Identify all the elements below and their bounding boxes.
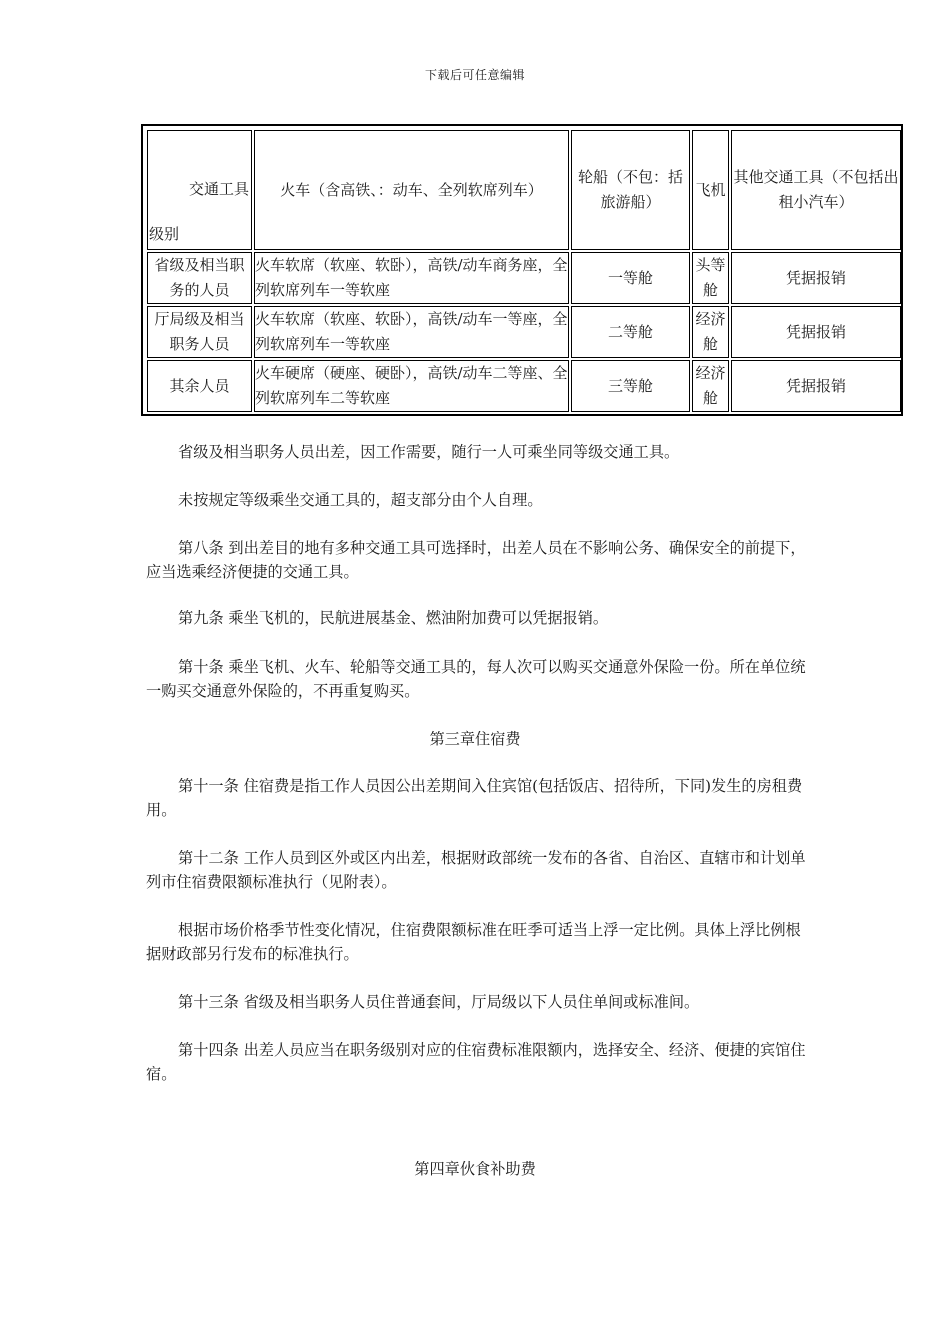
page-header: 下载后可任意编辑 <box>424 68 525 82</box>
header-other: 其他交通工具（不包括出租小汽车） <box>731 130 901 250</box>
paragraph <box>146 440 810 464</box>
paragraph-text: 第十条 乘坐飞机、火车、轮船等交通工具的，每人次可以购买交通意外保险一份。所在单位统一购买交通意外保险的，不再重复购买。 <box>146 658 806 700</box>
paragraph-text: 第十四条 出差人员应当在职务级别对应的住宿费标准限额内，选择安全、经济、便捷的宾馆住宿。 <box>146 1041 806 1083</box>
article-9 <box>146 606 810 630</box>
paragraph <box>146 488 810 512</box>
paragraph-text: 第九条 乘坐飞机的，民航进展基金、燃油附加费可以凭据报销。 <box>178 609 609 627</box>
article-12 <box>146 846 810 894</box>
article-11 <box>146 774 810 822</box>
header-train: 火车（含高铁、：动车、全列软席列车） <box>254 130 569 250</box>
paragraph-text: 根据市场价格季节性变化情况，住宿费限额标准在旺季可适当上浮一定比例。具体上浮比例根据财政部另行发布的标准执行。 <box>146 921 801 963</box>
chapter-heading: 第三章住宿费 <box>429 730 521 748</box>
paragraph-text: 第十三条 省级及相当职务人员住普通套间，厅局级以下人员住单间或标准间。 <box>178 993 700 1011</box>
header-plane: 飞机 <box>692 130 729 250</box>
paragraph <box>146 918 810 966</box>
cell-level: 厅局级及相当职务人员 <box>147 306 252 358</box>
transport-standards-table <box>141 124 903 416</box>
cell-other: 凭据报销 <box>731 360 901 412</box>
table-header-row <box>147 130 901 250</box>
cell-ship: 二等舱 <box>571 306 690 358</box>
table-row <box>147 306 901 358</box>
paragraph-text: 第十一条 住宿费是指工作人员因公出差期间入住宾馆(包括饭店、招待所，下同)发生的房租费用。 <box>146 777 803 819</box>
cell-train: 火车软席（软座、软卧），高铁/动车一等座，全列软席列车一等软座 <box>254 306 569 358</box>
table-row <box>147 360 901 412</box>
article-14 <box>146 1038 810 1086</box>
article-10 <box>146 655 810 703</box>
paragraph-text: 第十二条 工作人员到区外或区内出差，根据财政部统一发布的各省、自治区、直辖市和计划单列市住宿费限额标准执行（见附表）。 <box>146 849 806 891</box>
diagonal-header-cell <box>147 130 252 250</box>
cell-plane: 经济舱 <box>692 306 729 358</box>
paragraph-text: 省级及相当职务人员出差，因工作需要，随行一人可乘坐同等级交通工具。 <box>178 443 680 461</box>
paragraph-text: 未按规定等级乘坐交通工具的，超支部分由个人自理。 <box>178 491 543 509</box>
cell-train: 火车软席（软座、软卧），高铁/动车商务座，全列软席列车一等软座 <box>254 252 569 304</box>
cell-plane: 经济舱 <box>692 360 729 412</box>
article-13 <box>146 990 810 1014</box>
table-row <box>147 252 901 304</box>
paragraph-text: 第八条 到出差目的地有多种交通工具可选择时，出差人员在不影响公务、确保安全的前提下，应当选乘经济便捷的交通工具。 <box>146 539 806 581</box>
cell-ship: 一等舱 <box>571 252 690 304</box>
cell-train: 火车硬席（硬座、硬卧），高铁/动车二等座、全列软席列车二等软座 <box>254 360 569 412</box>
cell-other: 凭据报销 <box>731 306 901 358</box>
article-8 <box>146 536 810 584</box>
header-level: 级别 <box>149 225 180 243</box>
header-transport-tool: 交通工具 <box>188 180 249 198</box>
header-ship: 轮船（不包：括旅游船） <box>571 130 690 250</box>
cell-other: 凭据报销 <box>731 252 901 304</box>
cell-plane: 头等舱 <box>692 252 729 304</box>
cell-level: 省级及相当职务的人员 <box>147 252 252 304</box>
cell-level: 其余人员 <box>147 360 252 412</box>
chapter-heading: 第四章伙食补助费 <box>414 1160 536 1178</box>
cell-ship: 三等舱 <box>571 360 690 412</box>
